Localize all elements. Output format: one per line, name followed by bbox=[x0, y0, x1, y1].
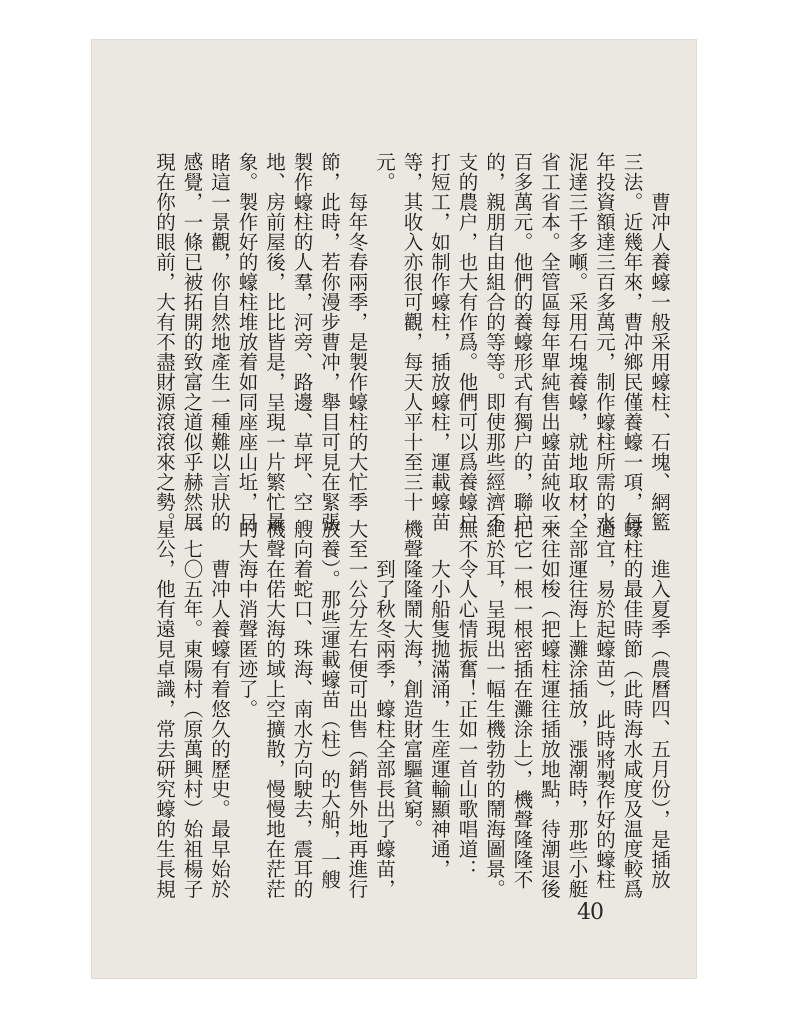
text-column: 來往如梭（把蠔柱運往插放地點，待潮退後 bbox=[538, 519, 561, 899]
poem-line: 機聲隆隆鬧大海，創造財富驅貧窮。 bbox=[400, 519, 424, 839]
text-column: 放養）。那些運載蠔苗（柱）的大船，一艘 bbox=[318, 519, 341, 890]
text-column: 支的農户，也大有作爲。他們可以爲養蠔户 bbox=[455, 152, 479, 532]
text-column: 百多萬元。他們的養蠔形式有獨户的，聯户 bbox=[510, 152, 534, 532]
text-column: 節，此時，若你漫步曹冲，舉目可見在緊張 bbox=[318, 152, 341, 532]
text-column: 泥達三千多噸。采用石塊養蠔，就地取材， bbox=[565, 152, 589, 532]
lower-text-block bbox=[151, 519, 674, 899]
upper-text-block bbox=[151, 152, 674, 532]
text-column: 等，其收入亦很可觀，每天人平十至三十 bbox=[400, 152, 424, 512]
text-column: 曹冲人養蠔有着悠久的歷史。最早始於 bbox=[208, 559, 231, 899]
text-column: 感覺，一條已被拓開的致富之道似乎赫然展 bbox=[180, 152, 204, 532]
text-column: 機聲在偌大海的域上空擴散，慢慢地在茫茫 bbox=[263, 519, 286, 899]
text-column: 大至一公分左右便可出售（銷售外地再進行 bbox=[345, 519, 369, 899]
text-column: 打短工，如制作蠔柱，插放蠔柱，運載蠔苗 bbox=[428, 152, 451, 532]
text-column: 製作蠔柱的人羣，河旁、路邊、草坪、空 bbox=[290, 152, 314, 512]
text-column: 進入夏季（農曆四、五月份），是插放 bbox=[648, 559, 671, 890]
text-column: 每年冬春兩季，是製作蠔柱的大忙季 bbox=[345, 192, 369, 512]
poem-line: 大小船隻拋滿涌，生産運輸顯神通， bbox=[428, 559, 451, 879]
text-column: 把它一根一根密插在灘涂上），機聲隆隆不 bbox=[510, 519, 534, 890]
text-column: 全部運往海上灘涂插放，漲潮時，那些小艇 bbox=[565, 519, 589, 899]
page-number: 40 bbox=[577, 900, 603, 925]
text-column: 無不令人心情振奮！正如一首山歌唱道： bbox=[455, 519, 479, 879]
text-column: 地、房前屋後，比比皆是，呈現一片繁忙景 bbox=[263, 152, 286, 532]
text-column: 曹冲人養蠔一般采用蠔柱、石塊、網籃 bbox=[648, 192, 671, 532]
text-column: 年投資額達三百多萬元，制作蠔柱所需的水 bbox=[593, 152, 616, 532]
text-column: 象。製作好的蠔柱堆放着如同座座山坵，目 bbox=[235, 152, 259, 532]
text-column: 一七〇五年。東陽村（原萬興村）始祖楊子 bbox=[180, 519, 204, 899]
text-column: 元。 bbox=[373, 152, 396, 192]
text-column: 現在你的眼前，大有不盡財源滾滾來之勢。 bbox=[153, 152, 176, 532]
text-column: 的大海中消聲匿迹了。 bbox=[235, 519, 259, 719]
text-column: 適宜，易於起蠔苗），此時將製作好的蠔柱 bbox=[593, 519, 616, 890]
text-column: 三法。近幾年來，曹冲鄉民僅養蠔一項，每 bbox=[620, 152, 644, 532]
text-column: 的，親朋自由組合的等等。即使那些經濟不 bbox=[483, 152, 506, 532]
text-column: 星公，他有遠見卓識，常去研究蠔的生長規 bbox=[153, 519, 176, 899]
text-column: 省工省本。全管區每年單純售出蠔苗純收二 bbox=[538, 152, 561, 532]
text-column: 絶於耳，呈現出一幅生機勃勃的鬧海圖景。 bbox=[483, 519, 506, 899]
text-column: 蠔柱的最佳時節（此時海水咸度及温度較爲 bbox=[620, 519, 644, 899]
text-column: 到了秋冬兩季，蠔柱全部長出了蠔苗， bbox=[373, 559, 396, 899]
text-column: 艘向着蛇口、珠海、南水方向駛去，震耳的 bbox=[290, 519, 314, 899]
text-column: 睹這一景觀，你自然地產生一種難以言狀的 bbox=[208, 152, 231, 532]
